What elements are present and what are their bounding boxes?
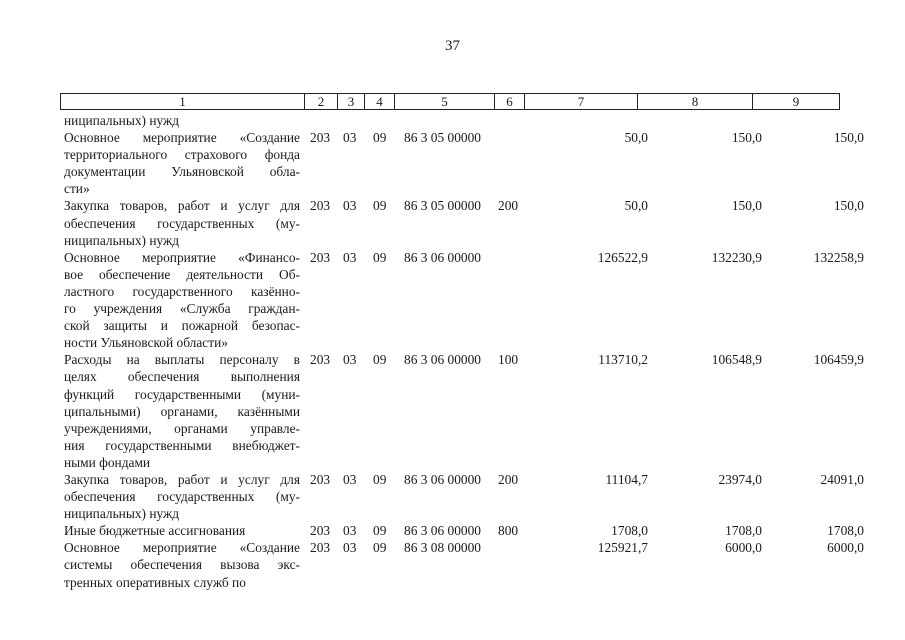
description-line: Основное мероприятие «Финансо-: [64, 249, 300, 265]
header-col-3: 3: [338, 94, 365, 109]
code-csr: 86 3 06 00000: [404, 523, 481, 539]
description-line: Расходы на выплаты персоналу в: [64, 352, 300, 368]
description-line: учреждениями, органами управле-: [64, 420, 300, 436]
table-row: [64, 522, 864, 539]
description-line: тренных оперативных служб по: [64, 574, 246, 590]
description-line: территориального страхового фонда: [64, 147, 300, 163]
amount-col-8: 1708,0: [725, 523, 762, 539]
code-gr: 203: [310, 130, 331, 146]
table-row: [64, 197, 864, 248]
description-line: обеспечения государственных (му-: [64, 215, 300, 231]
table-header: [60, 93, 840, 110]
row-description: [64, 249, 300, 352]
description-line: вое обеспечение деятельности Об-: [64, 266, 300, 282]
header-col-1: 1: [61, 94, 305, 109]
row-description: [64, 129, 300, 197]
code-gr: 203: [310, 523, 331, 539]
table-body: [64, 112, 864, 591]
description-line: Основное мероприятие «Создание: [64, 540, 300, 556]
amount-col-7: 50,0: [624, 130, 648, 146]
code-pr: 09: [373, 352, 387, 368]
code-gr: 203: [310, 198, 331, 214]
code-pr: 09: [373, 249, 387, 265]
code-csr: 86 3 05 00000: [404, 130, 481, 146]
header-col-4: 4: [365, 94, 395, 109]
amount-col-7: 50,0: [624, 198, 648, 214]
description-line: целях обеспечения выполнения: [64, 369, 300, 385]
amount-col-8: 6000,0: [725, 540, 762, 556]
row-description: [64, 351, 300, 471]
amount-col-7: 113710,2: [598, 352, 648, 368]
description-line: функций государственными (муни-: [64, 386, 300, 402]
code-vr: 200: [498, 198, 519, 214]
row-description: [64, 112, 300, 129]
row-description: [64, 539, 300, 590]
page-number: 37: [445, 38, 460, 54]
code-pr: 09: [373, 523, 387, 539]
amount-col-9: 150,0: [833, 130, 864, 146]
amount-col-9: 6000,0: [827, 540, 864, 556]
description-line: ния государственными внебюджет-: [64, 437, 300, 453]
description-line: Закупка товаров, работ и услуг для: [64, 471, 300, 487]
row-description: [64, 522, 300, 539]
table-row: [64, 129, 864, 197]
code-rz: 03: [343, 540, 357, 556]
description-line: Иные бюджетные ассигнования: [64, 523, 246, 539]
table-row: [64, 112, 844, 129]
code-rz: 03: [343, 249, 357, 265]
code-vr: 800: [498, 523, 519, 539]
code-gr: 203: [310, 471, 331, 487]
amount-col-9: 106459,9: [813, 352, 864, 368]
code-pr: 09: [373, 198, 387, 214]
description-line: документации Ульяновской обла-: [64, 164, 300, 180]
description-line: го учреждения «Служба граждан-: [64, 301, 300, 317]
code-csr: 86 3 06 00000: [404, 249, 481, 265]
table-row: [64, 351, 864, 471]
header-col-6: 6: [495, 94, 525, 109]
amount-col-9: 132258,9: [813, 249, 864, 265]
table-row: [64, 471, 864, 522]
code-csr: 86 3 08 00000: [404, 540, 481, 556]
code-rz: 03: [343, 198, 357, 214]
amount-col-7: 11104,7: [605, 471, 648, 487]
amount-col-8: 106548,9: [711, 352, 762, 368]
header-col-7: 7: [525, 94, 638, 109]
code-rz: 03: [343, 471, 357, 487]
code-rz: 03: [343, 523, 357, 539]
row-description: [64, 197, 300, 248]
description-line: ской защиты и пожарной безопас-: [64, 318, 300, 334]
code-gr: 203: [310, 540, 331, 556]
description-line: Закупка товаров, работ и услуг для: [64, 198, 300, 214]
header-col-2: 2: [305, 94, 338, 109]
header-col-8: 8: [638, 94, 753, 109]
description-line: ластного государственного казённо-: [64, 283, 300, 299]
amount-col-8: 150,0: [731, 198, 762, 214]
description-line: системы обеспечения вызова экс-: [64, 557, 300, 573]
code-csr: 86 3 05 00000: [404, 198, 481, 214]
amount-col-7: 1708,0: [611, 523, 648, 539]
description-line: Основное мероприятие «Создание: [64, 130, 300, 146]
code-pr: 09: [373, 540, 387, 556]
description-line: ниципальных) нужд: [64, 232, 180, 248]
code-vr: 100: [498, 352, 519, 368]
description-line: обеспечения государственных (му-: [64, 489, 300, 505]
amount-col-9: 24091,0: [820, 471, 864, 487]
code-gr: 203: [310, 352, 331, 368]
description-line: ности Ульяновской области»: [64, 335, 228, 351]
code-csr: 86 3 06 00000: [404, 352, 481, 368]
code-pr: 09: [373, 130, 387, 146]
description-line: сти»: [64, 181, 90, 197]
code-pr: 09: [373, 471, 387, 487]
description-line: ниципальных) нужд: [64, 113, 180, 128]
amount-col-8: 150,0: [731, 130, 762, 146]
code-rz: 03: [343, 352, 357, 368]
code-rz: 03: [343, 130, 357, 146]
code-csr: 86 3 06 00000: [404, 471, 481, 487]
amount-col-9: 150,0: [833, 198, 864, 214]
amount-col-7: 125921,7: [597, 540, 648, 556]
description-line: ципальными) органами, казёнными: [64, 403, 300, 419]
description-line: ниципальных) нужд: [64, 506, 180, 522]
table-row: [64, 539, 864, 590]
description-line: ными фондами: [64, 454, 151, 470]
code-gr: 203: [310, 249, 331, 265]
header-col-5: 5: [395, 94, 495, 109]
amount-col-9: 1708,0: [827, 523, 864, 539]
amount-col-8: 23974,0: [718, 471, 762, 487]
row-description: [64, 471, 300, 522]
header-col-9: 9: [792, 94, 800, 109]
table-row: [64, 249, 864, 352]
amount-col-7: 126522,9: [597, 249, 648, 265]
amount-col-8: 132230,9: [711, 249, 762, 265]
code-vr: 200: [498, 471, 519, 487]
